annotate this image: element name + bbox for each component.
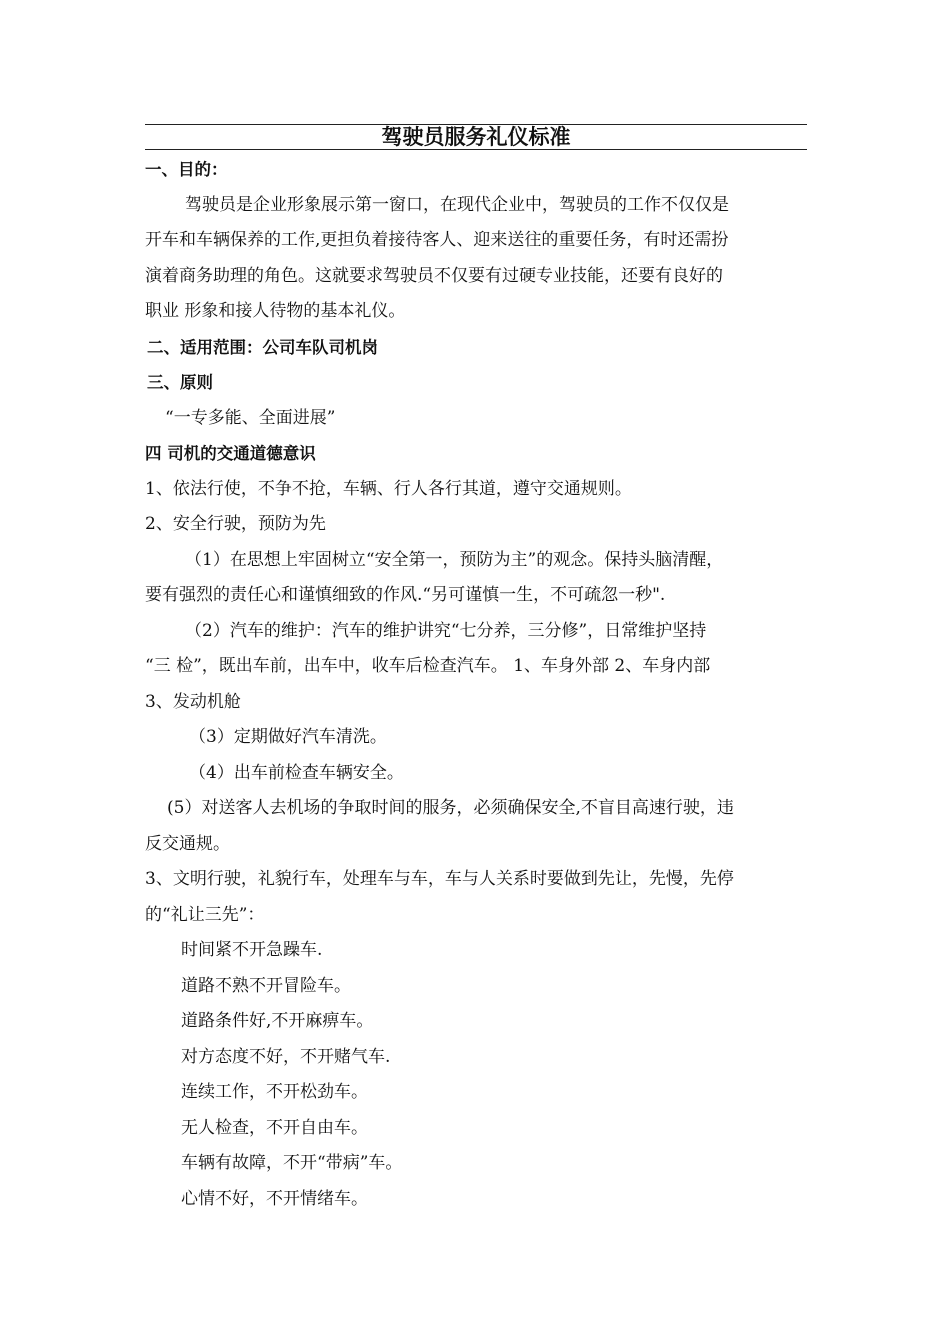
rule-line: 对方态度不好，不开赌气车.: [181, 1046, 391, 1067]
document-body: [145, 124, 807, 1217]
rule-line: 道路条件好,不开麻痹车。: [181, 1011, 374, 1031]
rule-line: 时间紧不开急躁车.: [181, 940, 323, 960]
rule-line: 道路不熟不开冒险车。: [181, 975, 351, 996]
paragraph-line: 驾驶员是企业形象展示第一窗口，在现代企业中，驾驶员的工作不仅仅是: [185, 194, 729, 215]
sub-item-line: (5）对送客人去机场的争取时间的服务，必须确保安全,不盲目高速行驶，违: [167, 798, 734, 818]
heading-traffic-ethics: 四 司机的交通道德意识: [145, 444, 316, 463]
sub-item-line: （2）汽车的维护：汽车的维护讲究“七分养，三分修”，日常维护坚持: [185, 620, 707, 641]
list-item: 的“礼让三先”：: [145, 904, 265, 925]
paragraph-line: 职业 形象和接人待物的基本礼仪。: [145, 301, 406, 321]
heading-principle: 三、原则: [147, 373, 213, 392]
principle-quote: “一专多能、全面进展”: [165, 407, 336, 428]
rule-line: 无人检查，不开自由车。: [181, 1117, 368, 1138]
sub-item-line: “三 检”，既出车前，出车中，收车后检查汽车。 1、车身外部 2、车身内部: [145, 656, 711, 676]
sub-item-line: （4）出车前检查车辆安全。: [189, 762, 404, 783]
list-item: 1、依法行使，不争不抢，车辆、行人各行其道，遵守交通规则。: [145, 478, 632, 499]
heading-purpose: 一、目的：: [145, 160, 228, 179]
rule-line: 车辆有故障，不开“带病”车。: [181, 1153, 403, 1173]
title-bar: [145, 124, 807, 150]
rule-line: 连续工作，不开松劲车。: [181, 1082, 368, 1102]
sub-item-line: 反交通规。: [145, 833, 230, 854]
heading-scope: 二、适用范围：公司车队司机岗: [147, 337, 378, 357]
sub-item-line: （1）在思想上牢固树立“安全第一，预防为主”的观念。保持头脑清醒，: [185, 549, 724, 570]
sub-item-line: 3、发动机舱: [145, 691, 241, 712]
list-item: 2、安全行驶，预防为先: [145, 514, 326, 534]
rule-line: 心情不好，不开情绪车。: [181, 1188, 368, 1209]
list-item: 3、文明行驶，礼貌行车，处理车与车，车与人关系时要做到先让，先慢，先停: [145, 869, 734, 889]
paragraph-line: 开车和车辆保养的工作,更担负着接待客人、迎来送往的重要任务，有时还需扮: [145, 230, 729, 250]
sub-item-line: （3）定期做好汽车清洗。: [189, 727, 387, 747]
paragraph-line: 演着商务助理的角色。这就要求驾驶员不仅要有过硬专业技能，还要有良好的: [145, 265, 723, 286]
sub-item-line: 要有强烈的责任心和谨慎细致的作风.“另可谨慎一生，不可疏忽一秒".: [145, 585, 666, 605]
document-title: 驾驶员服务礼仪标准: [381, 125, 571, 149]
